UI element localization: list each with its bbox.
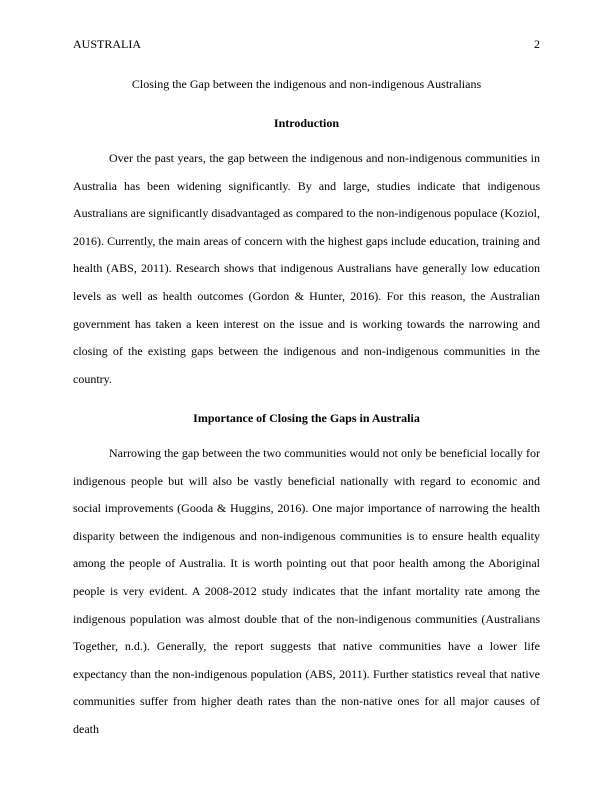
section-heading-importance: Importance of Closing the Gaps in Australia xyxy=(193,411,420,425)
running-head-title: AUSTRALIA xyxy=(73,37,141,51)
paragraph-importance: Narrowing the gap between the two communities would not only be beneficial locally for indigenous people but will also be vastly beneficial nationally with regard to economic and social improvements (Gooda & Huggins, 2016). One major importance of narrowing the health disparity between the indigenous and non-indigenous communities is to ensure health equality among the people of Australia. It is worth pointing out that poor health among the Aboriginal people is very evident. A 2008-2012 study indicates that the infant mortality rate among the indigenous population was almost double that of the non-indigenous communities (Australians Together, n.d.). Generally, the report suggests that native communities have a lower life expectancy than the non-indigenous population (ABS, 2011). Further statistics reveal that native communities suffer from higher death rates than the non-native ones for all major causes of death xyxy=(73,446,540,736)
document-title: Closing the Gap between the indigenous and non-indigenous Australians xyxy=(131,77,482,91)
page-number: 2 xyxy=(534,37,540,51)
section-heading-introduction: Introduction xyxy=(273,116,340,130)
paragraph-introduction: Over the past years, the gap between the indigenous and non-indigenous communities in Australia has been widening significantly. By and large, studies indicate that indigenous Australians are significantly disadvantaged as compared to the non-indigenous populace (Koziol, 2016). Currently, the main areas of concern with the highest gaps include education, training and health (ABS, 2011). Research shows that indigenous Australians have generally low education levels as well as health outcomes (Gordon & Hunter, 2016). For this reason, the Australian government has taken a keen interest on the issue and is working towards the narrowing and closing of the existing gaps between the indigenous and non-indigenous communities in the country. xyxy=(73,151,540,386)
running-head xyxy=(73,37,540,53)
